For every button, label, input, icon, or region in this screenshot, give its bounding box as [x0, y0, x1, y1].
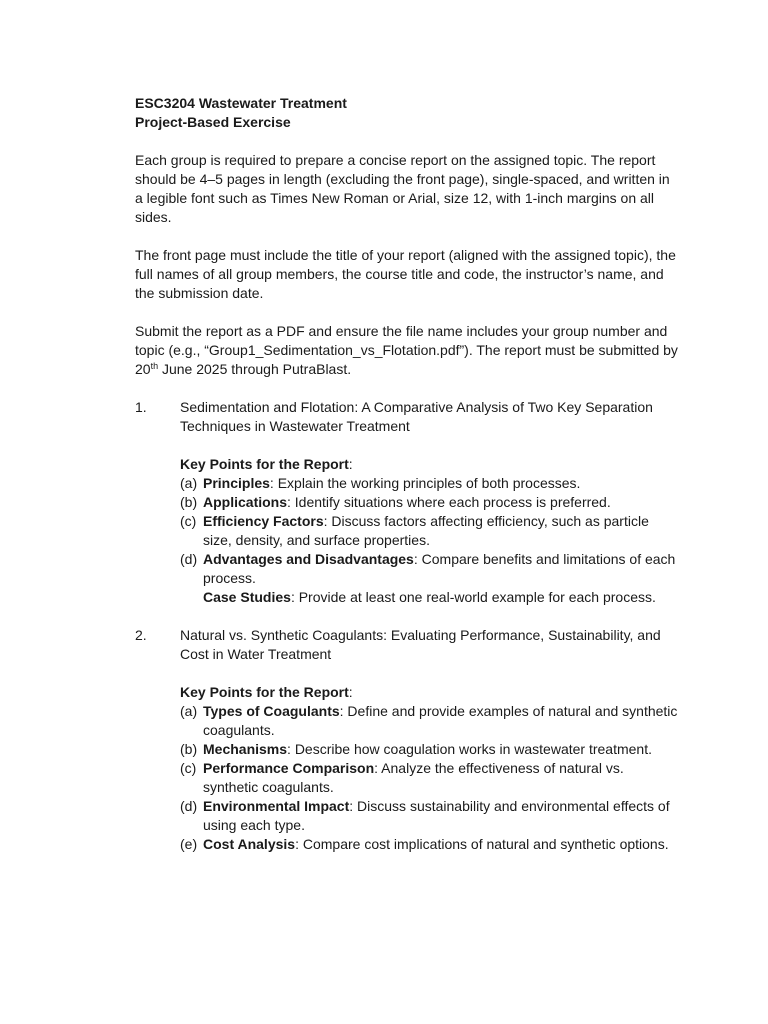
- course-title: ESC3204 Wastewater Treatment: [135, 95, 347, 111]
- key-points: [180, 455, 680, 607]
- topic-title: Natural vs. Synthetic Coagulants: Evaluating Performance, Sustainability, and Cost in Water Treatment: [180, 627, 661, 662]
- item-label: (e): [180, 836, 198, 852]
- topic-section-2: [135, 626, 680, 854]
- item-description: : Provide at least one real-world example for each process.: [290, 589, 656, 605]
- topic-number: 1.: [135, 399, 147, 415]
- key-point-item: [180, 759, 680, 797]
- key-point-item: [180, 474, 680, 493]
- item-text: [203, 835, 680, 854]
- key-points: [180, 683, 680, 854]
- item-label: (b): [180, 741, 198, 757]
- item-text: [203, 550, 680, 588]
- intro-paragraph-report-format: Each group is required to prepare a concise report on the assigned topic. The report should be 4–5 pages in length (excluding the front page), single-spaced, and written in a legible font such as Times New Roman or Arial, size 12, with 1-inch margins on all sides.: [135, 152, 670, 225]
- key-point-item: [180, 797, 680, 835]
- submission-text-end: June 2025 through PutraBlast.: [158, 361, 352, 377]
- topic-body: [180, 626, 680, 854]
- submission-date-superscript: th: [150, 361, 159, 371]
- topic-section-1: [135, 398, 680, 607]
- item-text: [203, 512, 680, 550]
- topic-body: [180, 398, 680, 607]
- item-description: : Identify situations where each process is preferred.: [287, 494, 611, 510]
- item-text: [203, 797, 680, 835]
- item-label: (c): [180, 513, 197, 529]
- key-points-colon: :: [348, 456, 353, 472]
- key-point-item: [180, 512, 680, 550]
- item-label: (a): [180, 475, 198, 491]
- item-term: Environmental Impact: [203, 798, 350, 814]
- intro-paragraph-submission: [135, 322, 680, 379]
- key-point-item: [180, 702, 680, 740]
- item-description: : Analyze the effectiveness of natural vs. synthetic coagulants.: [203, 760, 624, 795]
- submission-text-start: Submit the report as a PDF and ensure the file name includes your group number and topic (e.g., “Group1_Sedimentation_vs_Flotation.pdf”). The report must be submitted by 20: [135, 323, 678, 377]
- item-text: [203, 759, 680, 797]
- item-term: Applications: [203, 494, 288, 510]
- item-description: : Discuss factors affecting efficiency, such as particle size, density, and surface properties.: [203, 513, 649, 548]
- exercise-subtitle: Project-Based Exercise: [135, 114, 291, 130]
- item-description: : Compare cost implications of natural and synthetic options.: [295, 836, 669, 852]
- item-term: Performance Comparison: [203, 760, 375, 776]
- item-term: Types of Coagulants: [203, 703, 340, 719]
- item-term: Cost Analysis: [203, 836, 296, 852]
- intro-paragraph-front-page: The front page must include the title of your report (aligned with the assigned topic), the full names of all group members, the course title and code, the instructor’s name, and the submission date.: [135, 247, 676, 301]
- item-text: [203, 740, 680, 759]
- item-description: : Describe how coagulation works in wastewater treatment.: [287, 741, 652, 757]
- key-point-item: [180, 493, 680, 512]
- item-text: [203, 493, 680, 512]
- item-description: : Define and provide examples of natural and synthetic coagulants.: [203, 703, 678, 738]
- item-term: Principles: [203, 475, 270, 491]
- item-text: [203, 702, 680, 740]
- item-description: : Explain the working principles of both processes.: [269, 475, 581, 491]
- item-term: Advantages and Disadvantages: [203, 551, 414, 567]
- item-term: Case Studies: [203, 589, 291, 605]
- topic-number: 2.: [135, 627, 147, 643]
- item-label: (d): [180, 551, 198, 567]
- key-point-case-studies: [180, 588, 680, 607]
- key-points-heading: [180, 455, 680, 474]
- item-label: (b): [180, 494, 198, 510]
- key-points-label: Key Points for the Report: [180, 684, 349, 700]
- key-point-item: [180, 835, 680, 854]
- key-points-label: Key Points for the Report: [180, 456, 349, 472]
- item-text: [203, 474, 680, 493]
- item-label: (d): [180, 798, 198, 814]
- key-points-heading: [180, 683, 680, 702]
- document-content: [135, 94, 680, 854]
- topic-title: Sedimentation and Flotation: A Comparative Analysis of Two Key Separation Techniques in Wastewater Treatment: [180, 399, 653, 434]
- item-label: (c): [180, 760, 197, 776]
- item-description: : Discuss sustainability and environmental effects of using each type.: [203, 798, 670, 833]
- item-term: Mechanisms: [203, 741, 288, 757]
- key-points-colon: :: [348, 684, 353, 700]
- item-description: : Compare benefits and limitations of each process.: [203, 551, 676, 586]
- key-point-item: [180, 740, 680, 759]
- key-point-item: [180, 550, 680, 588]
- item-term: Efficiency Factors: [203, 513, 324, 529]
- item-label: (a): [180, 703, 198, 719]
